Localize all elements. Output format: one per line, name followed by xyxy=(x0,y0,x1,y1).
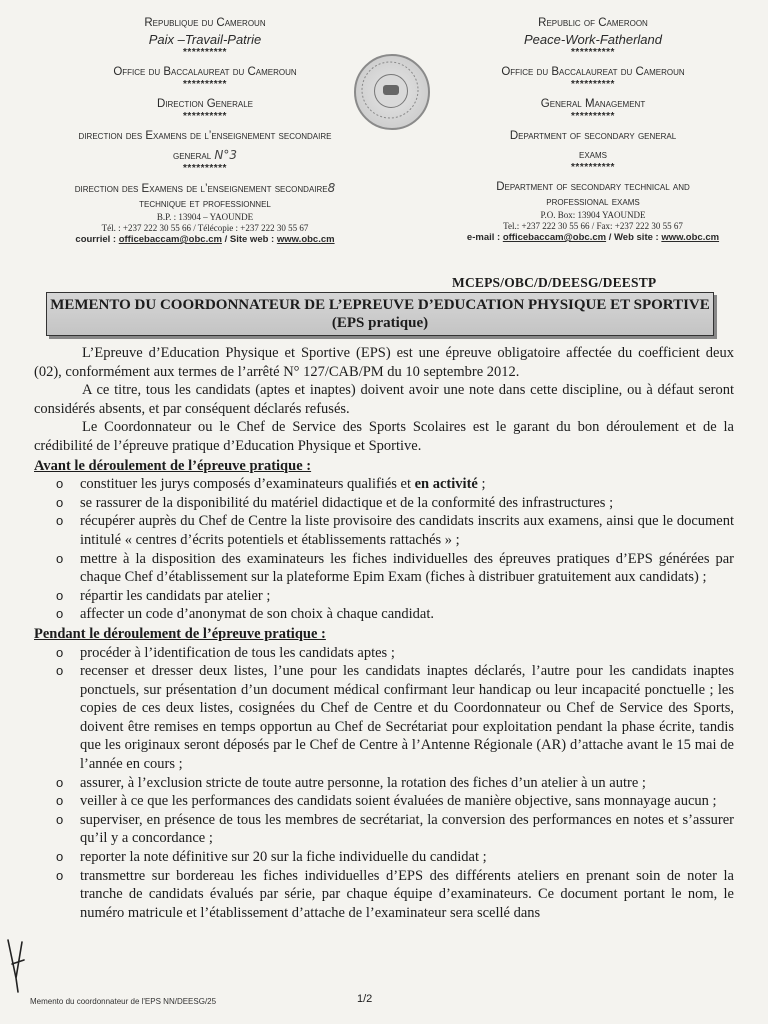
list-item: o veiller à ce que les performances des candidats soient évaluées de manière objective, sans monnayage aucun ; xyxy=(56,793,717,810)
email-label-fr: courriel : xyxy=(75,234,119,245)
bullet-icon: o xyxy=(56,587,64,603)
document-title-box xyxy=(46,292,714,336)
dept-technical-fr-line2: technique et professionnel xyxy=(139,198,271,210)
handwritten-margin-mark-icon xyxy=(4,934,30,994)
footer-doc-ref: Memento du coordonnateur de l'EPS NN/DEESG/25 xyxy=(30,997,217,1006)
republic-fr: Republique du Cameroun xyxy=(144,17,266,29)
intro-paragraph: L’Epreuve d’Education Physique et Sportive (EPS) est une épreuve obligatoire affectée du coefficient deux (02), conformément aux termes de l’arrêté N° 127/CAB/PM du 10 septembre 2012. xyxy=(34,345,734,380)
dept-technical-fr-line1: direction des Examens de l’enseignement secondaire xyxy=(74,183,328,195)
list-item: o reporter la note définitive sur 20 sur la fiche individuelle du candidat ; xyxy=(56,849,487,866)
republic-en: Republic of Cameroon xyxy=(538,17,648,29)
seal-emblem-icon xyxy=(374,74,408,108)
bullet-icon: o xyxy=(56,793,64,809)
bullet-icon: o xyxy=(56,550,64,566)
bullet-icon: o xyxy=(56,867,64,883)
list-item: o constituer les jurys composés d’examinateurs qualifiés et en activité ; xyxy=(56,476,486,493)
office-en: Office du Baccalaureat du Cameroun xyxy=(501,66,685,78)
official-seal-icon xyxy=(354,54,430,130)
address-en: P.O. Box: 13904 YAOUNDE xyxy=(540,210,646,220)
list-item: o transmettre sur bordereau les fiches individuelles d’EPS des différents ateliers en prenant soin de noter la tranche de candidats évalués par série, par chaque équipe d’examinateurs. Ce document portant le nom, le numéro matricule et l’établissement d’attache de l’examinateur sera scellé dans xyxy=(56,867,734,921)
list-item: o récupérer auprès du Chef de Centre la liste provisoire des candidats inscrits aux examens, ainsi que le document intitulé « centres d’écrits potentiels et établissements rattachés » ; xyxy=(56,513,734,548)
section-heading-before: Avant le déroulement de l’épreuve pratique : xyxy=(34,457,312,474)
list-item: o recenser et dresser deux listes, l’une pour les candidats inaptes déclarés, l’autre pour les candidats inaptes ponctuels, sur présentation d’un document médical confirmant leur handicap ou leur incapacité ponctuelle ; les copies de ces deux listes, cosignées du Chef de Centre et du Coordonnateur ou Chef de Service des Sports, doivent être remises en temps opportun au Chef de Secrétariat pour exploitation pendant la phase écrite, tandis que les originaux seront déposés par le Chef de Centre à l’Antenne Régionale (AR) d’attache avant le 15 mai de l’année en cours ; xyxy=(56,663,734,773)
section-heading-during: Pendant le déroulement de l’épreuve pratique : xyxy=(34,625,326,642)
header-right xyxy=(438,16,748,244)
separator-stars: ********** xyxy=(571,47,615,58)
bullet-icon: o xyxy=(56,476,64,492)
separator-stars: ********** xyxy=(183,79,227,90)
motto-en: Peace-Work-Fatherland xyxy=(524,32,662,47)
document-body xyxy=(34,344,734,922)
list-item: o répartir les candidats par atelier ; xyxy=(56,587,271,604)
dept-general-fr-line1: direction des Examens de l’enseignement secondaire xyxy=(78,130,332,142)
intro-paragraph: A ce titre, tous les candidats (aptes et inaptes) doivent avoir une note dans cette discipline, ou à défaut seront considérés absents, et par conséquent déclarés refusés. xyxy=(34,382,734,417)
separator-stars: ********** xyxy=(571,111,615,122)
bullet-icon: o xyxy=(56,663,64,679)
document-reference: MCEPS/OBC/D/DEESG/DEESTP xyxy=(452,275,657,290)
document-subtitle: (EPS pratique) xyxy=(331,315,429,331)
dept-technical-en-line2: professional exams xyxy=(546,196,640,208)
email-label-en: e-mail : xyxy=(466,232,503,243)
section-during-list xyxy=(34,644,734,923)
web-label-fr: / Site web : xyxy=(221,234,277,245)
page-number: 1/2 xyxy=(357,993,373,1005)
separator-stars: ********** xyxy=(571,79,615,90)
dept-general-en-line2: exams xyxy=(578,149,607,161)
bullet-icon: o xyxy=(56,774,64,790)
list-item: o procéder à l’identification de tous les candidats aptes ; xyxy=(56,644,395,661)
website-link[interactable]: www.obc.cm xyxy=(661,232,720,243)
handwritten-annotation: 8 xyxy=(327,181,336,195)
bullet-icon: o xyxy=(56,644,64,660)
management-en: General Management xyxy=(540,98,646,110)
web-label-en: / Web site : xyxy=(606,232,662,243)
list-item: o affecter un code d’anonymat de son choix à chaque candidat. xyxy=(56,606,435,623)
address-fr: B.P. : 13904 – YAOUNDE xyxy=(156,212,254,222)
phone-en: Tel.: +237 222 30 55 66 / Fax: +237 222 30 55 67 xyxy=(503,221,683,231)
direction-fr: Direction Generale xyxy=(156,98,253,110)
email-link[interactable]: officebaccam@obc.cm xyxy=(118,234,222,245)
emphasis: en activité xyxy=(414,476,478,493)
list-item: o assurer, à l’exclusion stricte de toute autre personne, la rotation des fiches d’un atelier à un autre ; xyxy=(56,774,646,791)
handwritten-annotation: N°3 xyxy=(214,148,238,162)
bullet-icon: o xyxy=(56,494,64,510)
separator-stars: ********** xyxy=(571,162,615,173)
bullet-icon: o xyxy=(56,849,64,865)
motto-fr: Paix –Travail-Patrie xyxy=(148,32,262,47)
email-link[interactable]: officebaccam@obc.cm xyxy=(502,232,607,243)
list-item: o superviser, en présence de tous les membres de secrétariat, la conversion des performances en notes et s’assurer qu’il y a concordance ; xyxy=(56,811,734,847)
intro-paragraph: Le Coordonnateur ou le Chef de Service des Sports Scolaires est le garant du bon déroulement et de la crédibilité de l’épreuve pratique d’Education Physique et Sportive. xyxy=(34,419,734,454)
dept-general-en-line1: Department of secondary general xyxy=(509,130,677,142)
header-left xyxy=(30,16,380,246)
document-title: MEMENTO DU COORDONNATEUR DE L’EPREUVE D’EDUCATION PHYSIQUE ET SPORTIVE xyxy=(50,297,710,313)
phone-fr: Tél. : +237 222 30 55 66 / Télécopie : +237 222 30 55 67 xyxy=(101,223,309,233)
website-link[interactable]: www.obc.cm xyxy=(276,234,335,245)
bullet-icon: o xyxy=(56,606,64,622)
bullet-icon: o xyxy=(56,513,64,529)
list-item: o se rassurer de la disponibilité du matériel didactique et de la conformité des infrastructures ; xyxy=(56,494,614,511)
dept-technical-en-line1: Department of secondary technical and xyxy=(496,181,690,193)
dept-general-fr-line2: general xyxy=(172,150,212,162)
office-fr: Office du Baccalaureat du Cameroun xyxy=(113,66,297,78)
separator-stars: ********** xyxy=(183,111,227,122)
list-item: o mettre à la disposition des examinateurs les fiches individuelles des épreuves pratiques d’EPS générées par chaque Chef d’établissement sur la plateforme Epim Exam (fiches à distribuer gratuitement aux candidats) ; xyxy=(56,550,734,586)
separator-stars: ********** xyxy=(183,47,227,58)
separator-stars: ********** xyxy=(183,163,227,174)
section-before-list xyxy=(34,475,734,624)
bullet-icon: o xyxy=(56,811,64,827)
